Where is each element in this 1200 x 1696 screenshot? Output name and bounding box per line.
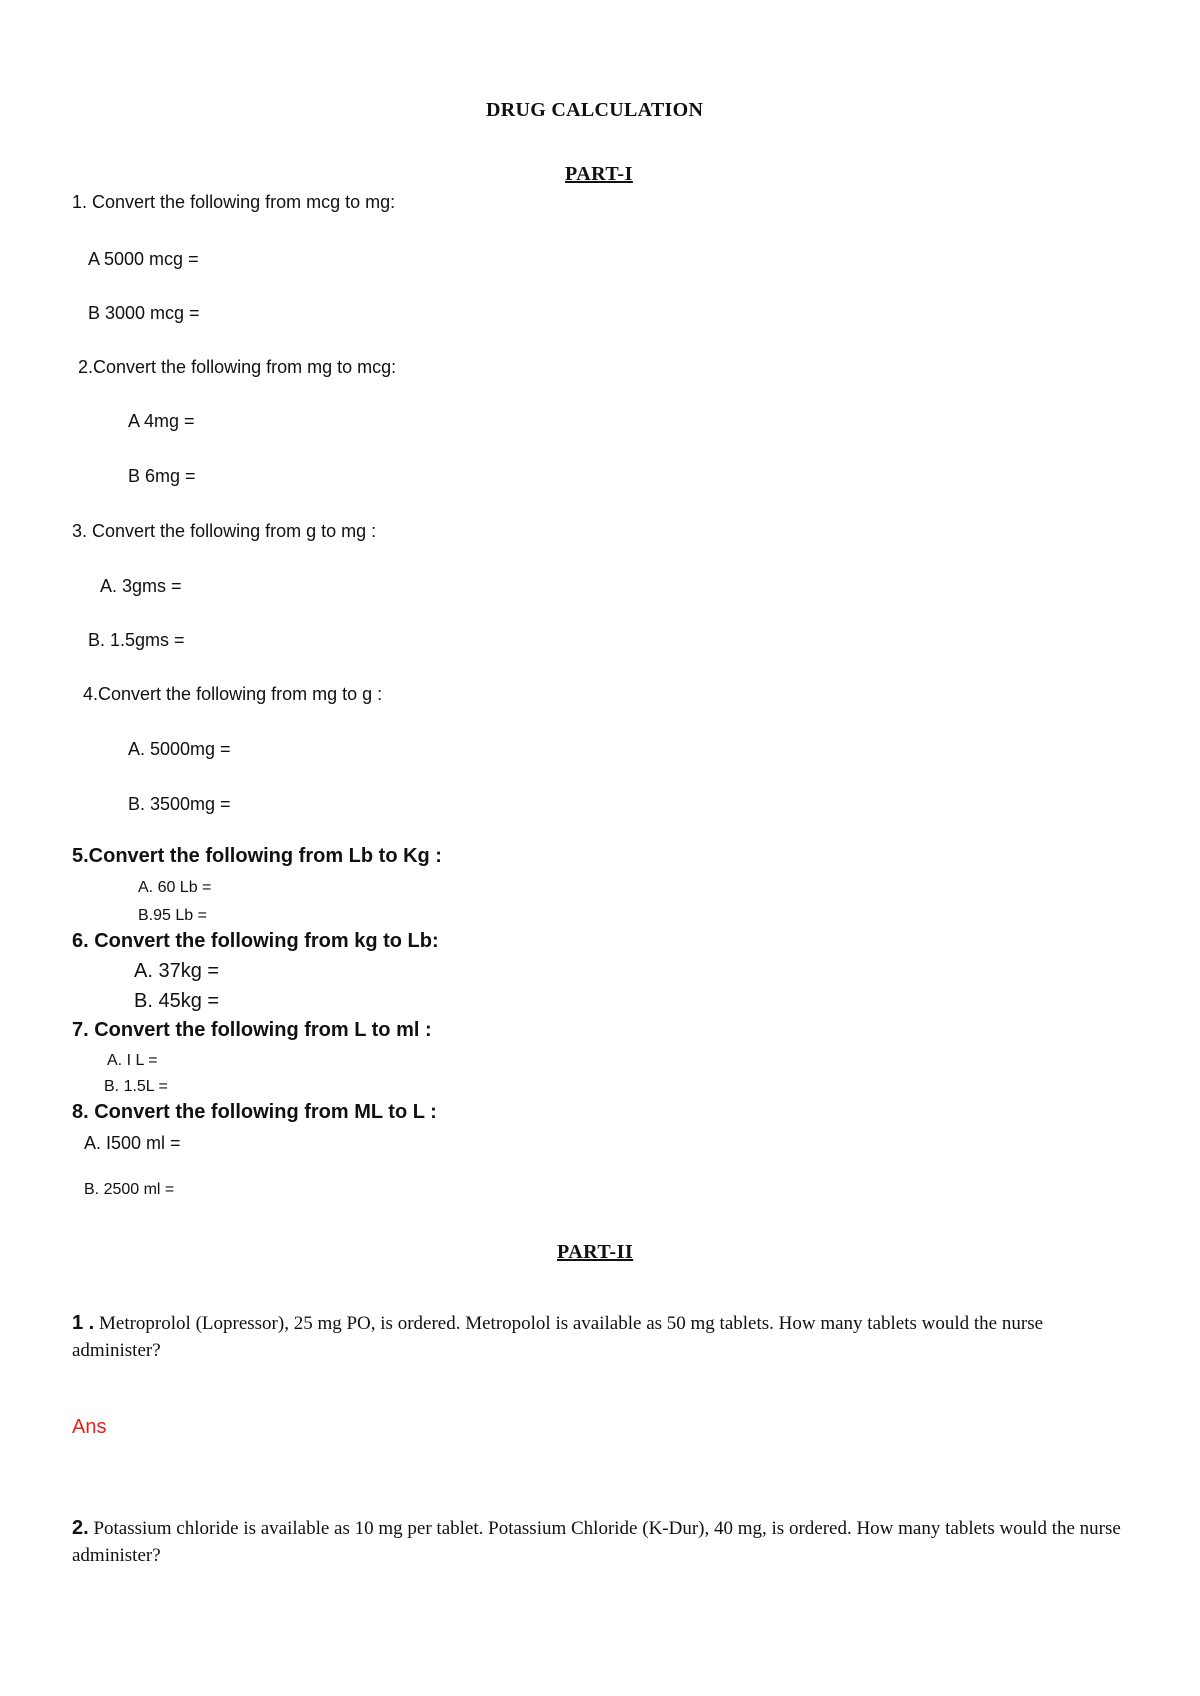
part-2-question-2-number: 2. <box>72 1517 89 1539</box>
question-1a: A 5000 mcg = <box>88 249 199 269</box>
question-4b: B. 3500mg = <box>128 794 231 814</box>
question-1-prompt: 1. Convert the following from mcg to mg: <box>72 192 396 212</box>
question-3b: B. 1.5gms = <box>88 630 185 650</box>
question-5b: B.95 Lb = <box>138 907 207 924</box>
question-2-prompt: 2.Convert the following from mg to mcg: <box>78 357 397 377</box>
document-title: DRUG CALCULATION <box>486 99 704 121</box>
question-5a: A. 60 Lb = <box>138 879 212 896</box>
question-5-prompt: 5.Convert the following from Lb to Kg : <box>72 845 442 867</box>
answer-label: Ans <box>72 1416 107 1438</box>
part-2-question-2 <box>72 1515 1132 1569</box>
question-8a: A. I500 ml = <box>84 1133 181 1153</box>
question-4-prompt: 4.Convert the following from mg to g : <box>83 684 383 704</box>
part-1-heading: PART-I <box>565 163 633 185</box>
question-3a: A. 3gms = <box>100 576 182 596</box>
question-4a: A. 5000mg = <box>128 739 231 759</box>
question-7b: B. 1.5L = <box>104 1078 168 1095</box>
question-6a: A. 37kg = <box>134 960 220 982</box>
question-8b: B. 2500 ml = <box>84 1181 175 1198</box>
question-6b: B. 45kg = <box>134 990 220 1012</box>
question-2b: B 6mg = <box>128 466 196 486</box>
part-2-question-1-number: 1 . <box>72 1312 95 1334</box>
question-3-prompt: 3. Convert the following from g to mg : <box>72 521 377 541</box>
question-1b: B 3000 mcg = <box>88 303 200 323</box>
part-2-question-1 <box>72 1310 1132 1364</box>
question-6-prompt: 6. Convert the following from kg to Lb: <box>72 930 439 952</box>
part-2-heading: PART-II <box>557 1241 634 1263</box>
question-7-prompt: 7. Convert the following from L to ml : <box>72 1019 432 1041</box>
part-2-question-1-text: Metroprolol (Lopressor), 25 mg PO, is ordered. Metropolol is available as 50 mg tablets. How many tablets would the nurse administer? <box>72 1313 1044 1361</box>
question-7a: A. I L = <box>107 1052 158 1069</box>
question-8-prompt: 8. Convert the following from ML to L : <box>72 1101 437 1123</box>
part-2-question-2-text: Potassium chloride is available as 10 mg per tablet. Potassium Chloride (K-Dur), 40 mg, is ordered. How many tablets would the nurse administer? <box>72 1518 1121 1566</box>
question-2a: A 4mg = <box>128 411 195 431</box>
